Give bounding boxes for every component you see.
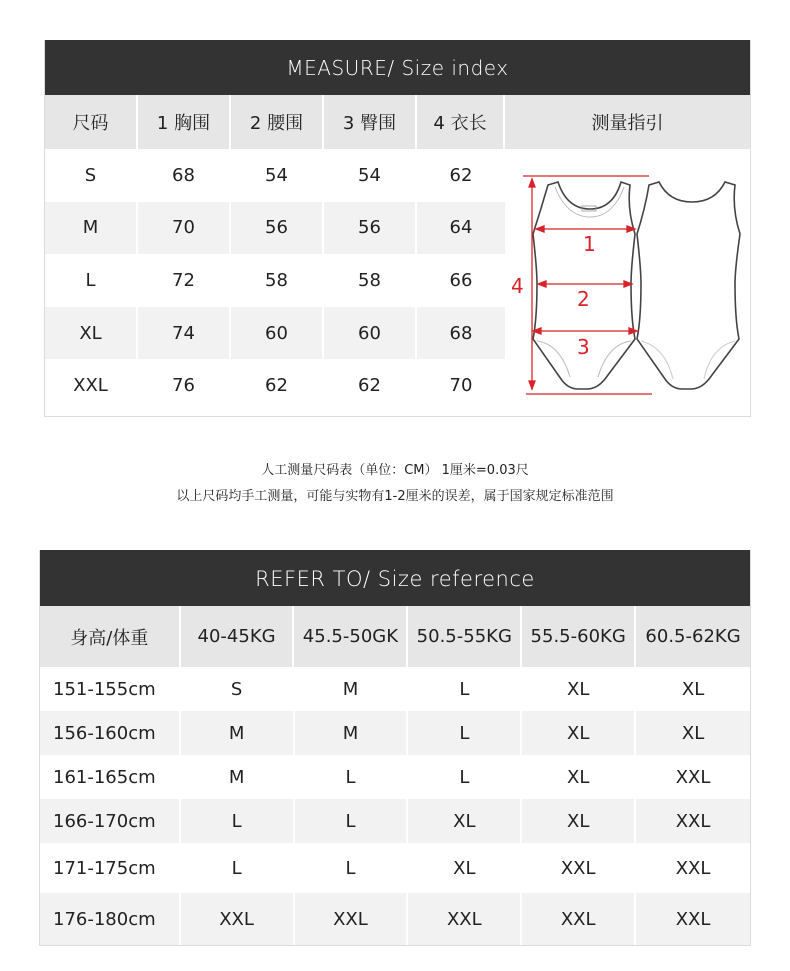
table-row [45,149,505,202]
height-cell: 166-170cm [40,799,181,843]
size-cell: XXL [408,893,522,945]
header-weight-range: 50.5-55KG [408,606,522,667]
size-cell: XL [681,722,705,744]
size-cell: M [45,202,138,255]
table-row [40,893,750,945]
table-row [40,755,750,799]
size-cell: L [408,667,522,711]
notes-disclaimer-line: 以上尺码均手工测量，可能与实物有1-2厘米的误差，属于国家规定标准范围 [176,489,614,504]
size-cell: M [295,667,409,711]
height-cell: 161-165cm [40,755,181,799]
header-weight-range: 40-45KG [181,606,295,667]
chest-cell: 74 [138,307,231,360]
size-cell: M [181,711,295,755]
reference-table-title: REFER TO/ Size reference [40,550,750,606]
table-row [45,307,505,360]
size-cell: XXL [675,766,711,788]
guide-label-hip: 3 [577,335,590,359]
size-cell: L [45,254,138,307]
reference-table-header [40,606,750,667]
length-cell: 70 [449,375,473,397]
waist-cell: 56 [231,202,324,255]
measure-size-table [44,40,751,417]
size-cell: L [408,711,522,755]
height-cell: 176-180cm [40,893,181,945]
length-cell: 62 [449,164,473,186]
height-cell: 171-175cm [40,843,181,893]
table-row [40,667,750,711]
size-cell: XL [522,799,636,843]
size-cell: XXL [295,893,409,945]
header-chest: 1 胸围 [138,95,231,149]
waist-cell: 62 [231,359,324,412]
length-cell: 66 [449,269,473,291]
size-cell: XXL [181,893,295,945]
size-cell: XL [522,667,636,711]
table-row [45,202,505,255]
header-height-weight: 身高/体重 [40,606,181,667]
size-cell: S [181,667,295,711]
table-row [40,799,750,843]
chest-cell: 72 [138,254,231,307]
size-cell: XXL [675,810,711,832]
measure-guide-diagram [505,149,750,416]
measure-table-title: MEASURE/ Size index [45,40,750,95]
header-weight-range: 60.5-62KG [645,626,741,647]
table-row [45,254,505,307]
size-cell: M [181,755,295,799]
size-cell: XL [45,307,138,360]
size-cell: XL [681,678,705,700]
size-cell: L [408,755,522,799]
length-cell: 68 [449,322,473,344]
size-cell: S [45,149,138,202]
size-cell: XXL [675,908,711,930]
measurement-notes [0,458,790,510]
header-size: 尺码 [45,95,138,149]
header-weight-range: 55.5-60KG [522,606,636,667]
guide-label-length: 4 [511,274,524,298]
height-cell: 151-155cm [40,667,181,711]
length-cell: 64 [449,217,473,239]
waist-cell: 58 [231,254,324,307]
size-cell: XL [408,799,522,843]
header-hip: 3 臀围 [324,95,417,149]
notes-unit-line: 人工测量尺码表（单位：CM） 1厘米=0.03尺 [261,463,529,478]
table-row [45,359,505,412]
size-cell: XXL [522,893,636,945]
hip-cell: 54 [324,149,417,202]
hip-cell: 58 [324,254,417,307]
table-row [40,711,750,755]
hip-cell: 60 [324,307,417,360]
table-row [40,843,750,893]
size-cell: XXL [45,359,138,412]
measure-table-header [45,95,750,149]
size-cell: XL [408,843,522,893]
size-cell: L [295,843,409,893]
chest-cell: 70 [138,202,231,255]
size-cell: XXL [675,857,711,879]
bodysuit-measurement-icon [505,149,750,412]
size-cell: L [181,799,295,843]
hip-cell: 56 [324,202,417,255]
size-cell: M [295,711,409,755]
size-cell: L [181,843,295,893]
height-cell: 156-160cm [40,711,181,755]
size-cell: L [295,755,409,799]
size-cell: XL [522,755,636,799]
hip-cell: 62 [324,359,417,412]
header-waist: 2 腰围 [231,95,324,149]
header-length: 4 衣长 [417,95,505,149]
waist-cell: 54 [231,149,324,202]
size-cell: L [295,799,409,843]
guide-label-waist: 2 [577,287,590,311]
header-weight-range: 45.5-50GK [294,606,408,667]
chest-cell: 76 [138,359,231,412]
size-cell: XL [522,711,636,755]
size-cell: XXL [522,843,636,893]
size-reference-table [39,550,751,946]
guide-label-chest: 1 [583,232,596,256]
header-measure-guide: 测量指引 [591,113,664,134]
chest-cell: 68 [138,149,231,202]
waist-cell: 60 [231,307,324,360]
